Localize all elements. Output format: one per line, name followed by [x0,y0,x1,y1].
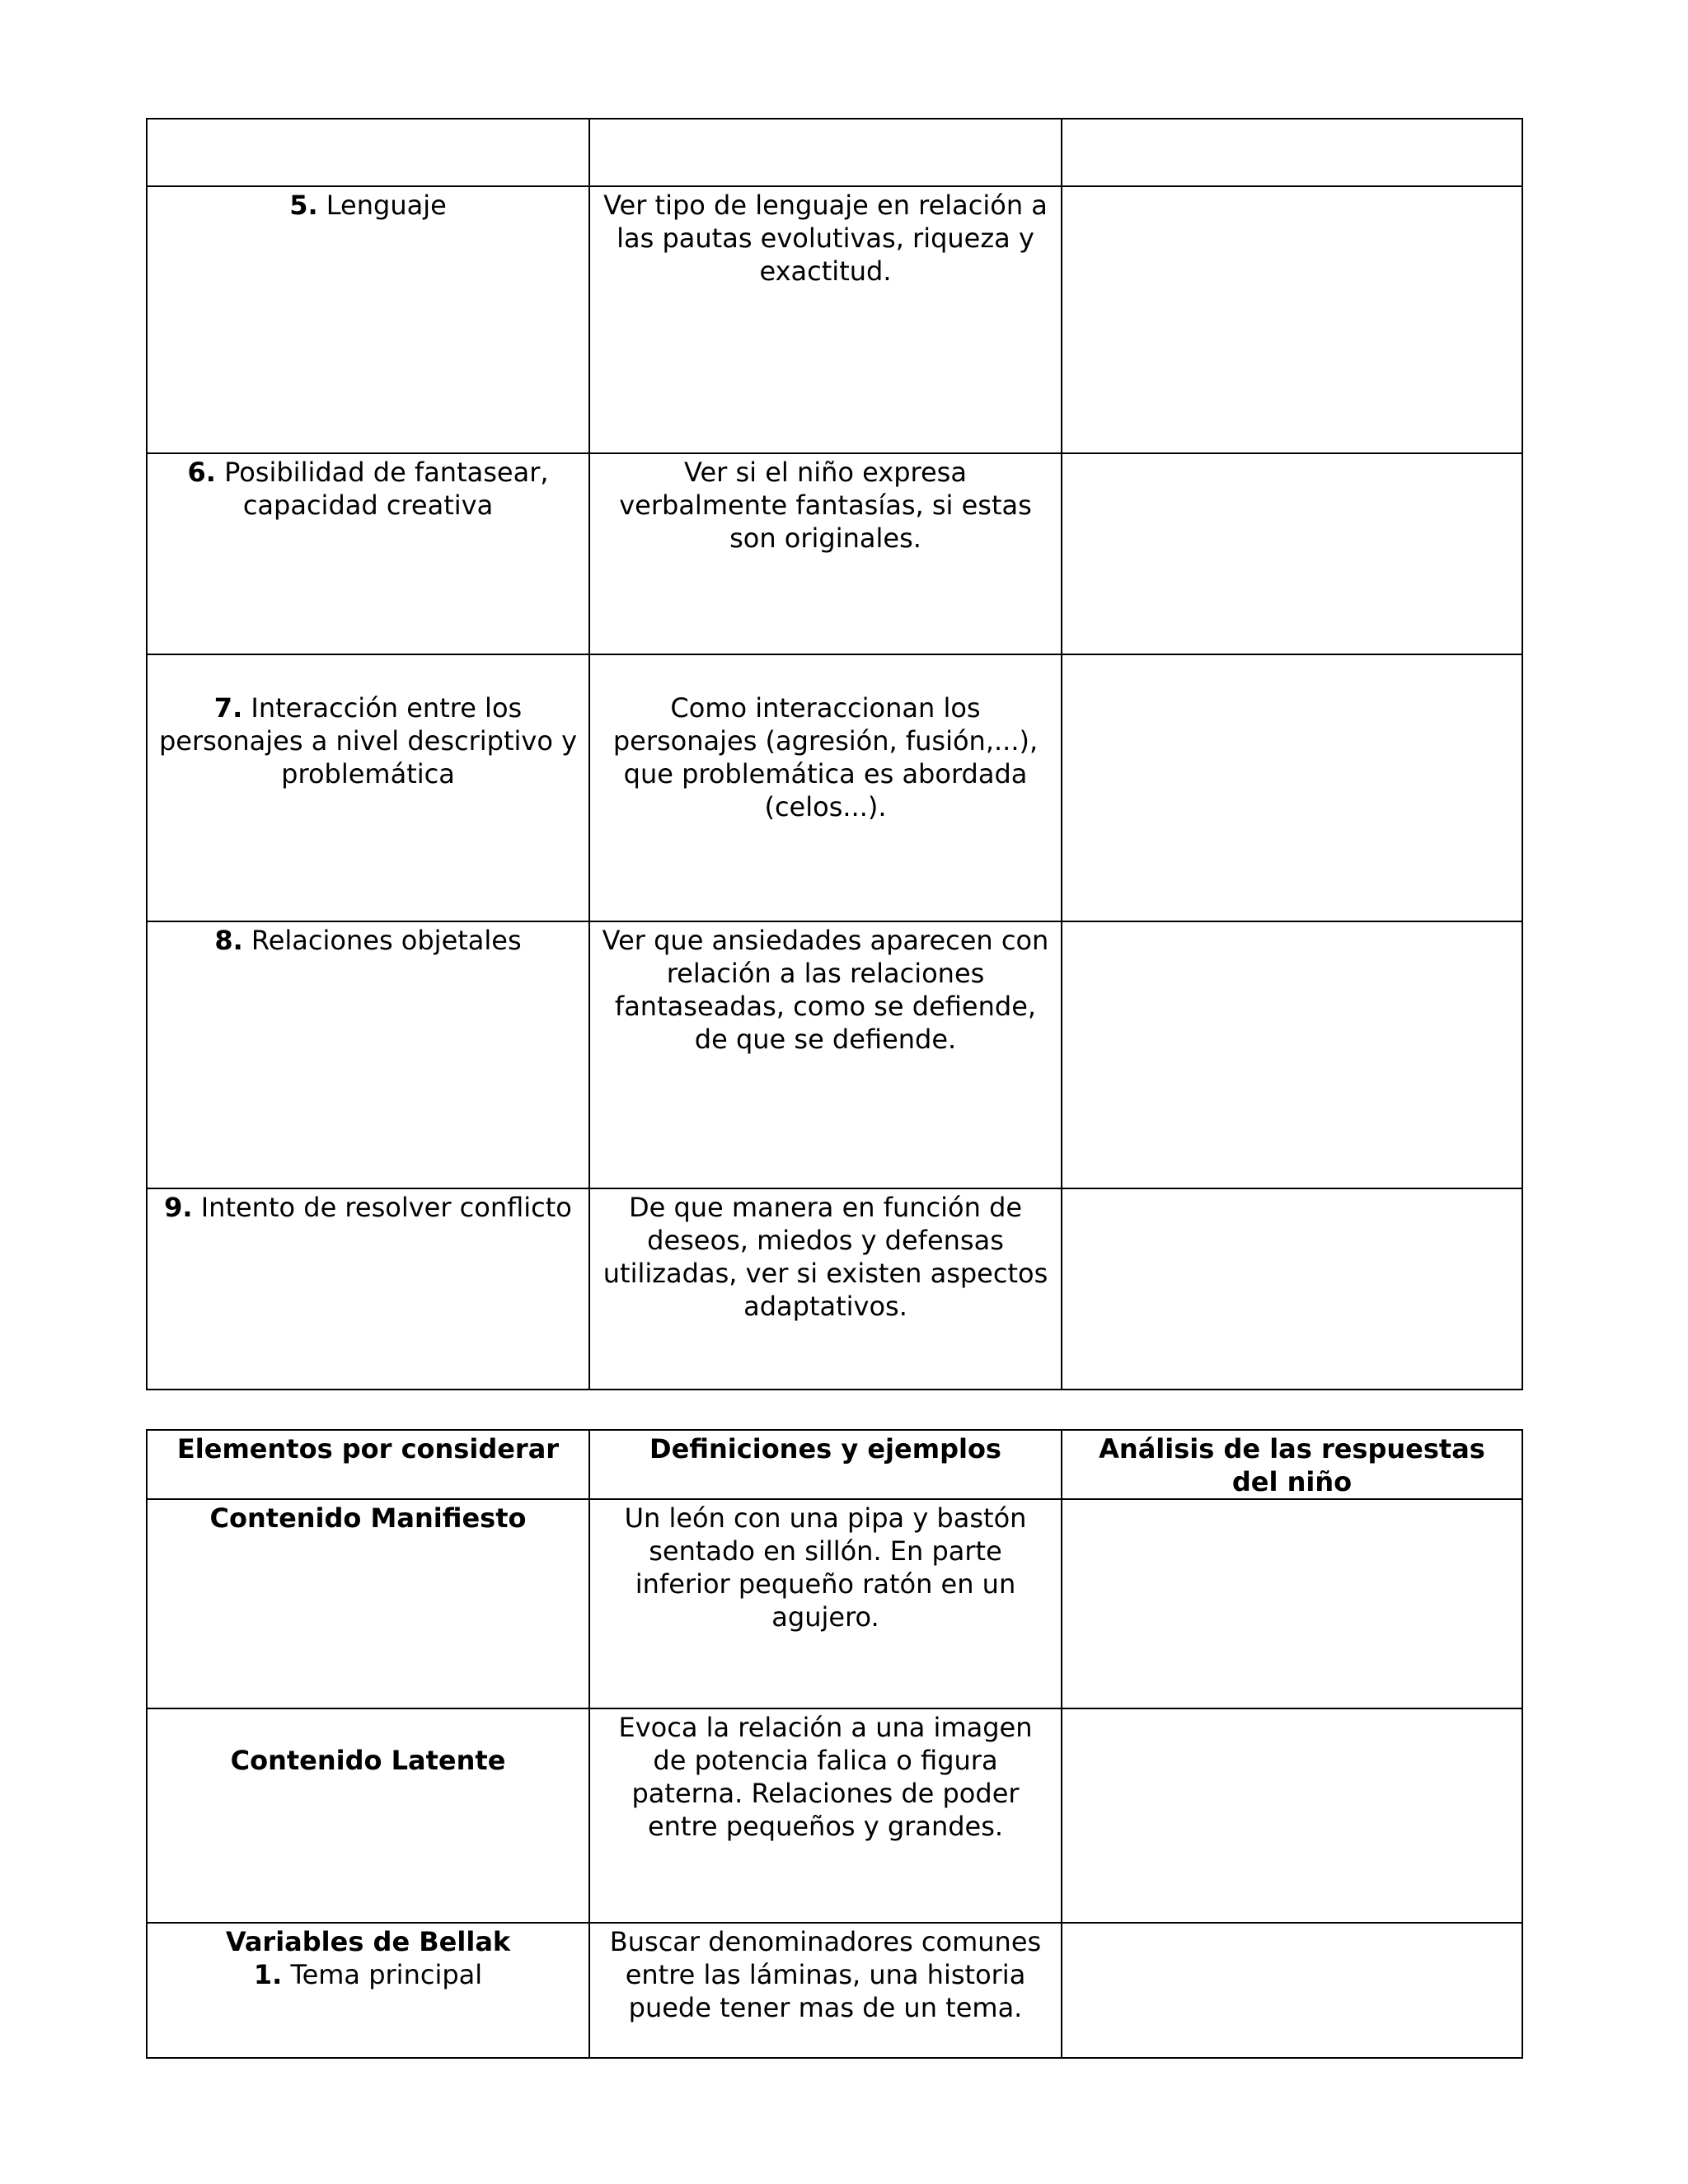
element-cell [147,1188,589,1390]
table-row-empty-header [147,119,1522,186]
table-row [147,1499,1522,1708]
table-row [147,186,1522,453]
table-row [147,921,1522,1188]
analysis-cell[interactable] [1062,1708,1522,1923]
table-cell [589,119,1062,186]
element-cell [147,1923,589,2058]
table-cell [1062,119,1522,186]
definition-cell: Evoca la relación a una imagen de potencia falica o figura paterna. Relaciones de poder entre pequeños y grandes. [589,1708,1062,1923]
analysis-cell[interactable] [1062,1499,1522,1708]
item-number: 9. [164,1192,193,1223]
element-cell [147,654,589,921]
item-label: Intento de resolver conflicto [200,1192,572,1223]
definition-cell: Un león con una pipa y bastón sentado en sillón. En parte inferior pequeño ratón en un agujero. [589,1499,1062,1708]
table-row [147,453,1522,654]
element-cell [147,453,589,654]
column-header-elements: Elementos por considerar [147,1430,589,1499]
item-number: 8. [214,925,243,956]
table-row [147,1188,1522,1390]
column-header-analysis: Análisis de las respuestas del niño [1062,1430,1522,1499]
element-cell [147,921,589,1188]
table-row [147,1923,1522,2058]
item-number: 7. [213,692,243,724]
item-number: 6. [187,457,216,488]
definition-cell: Ver si el niño expresa verbalmente fantasías, si estas son originales. [589,453,1062,654]
table-row [147,1708,1522,1923]
definition-cell: Ver tipo de lenguaje en relación a las pautas evolutivas, riqueza y exactitud. [589,186,1062,453]
analysis-cell[interactable] [1062,1923,1522,2058]
column-header-definitions: Definiciones y ejemplos [589,1430,1062,1499]
table-row [147,654,1522,921]
item-label: Interacción entre los personajes a nivel descriptivo y problemática [158,692,578,790]
analysis-cell[interactable] [1062,921,1522,1188]
definition-cell: Ver que ansiedades aparecen con relación a las relaciones fantaseadas, como se defiende, de que se defiende. [589,921,1062,1188]
table-header-row [147,1430,1522,1499]
element-cell: Contenido Manifiesto [147,1499,589,1708]
definition-cell: De que manera en función de deseos, miedos y defensas utilizadas, ver si existen aspectos adaptativos. [589,1188,1062,1390]
item-label: Lenguaje [326,190,447,221]
variables-heading: Variables de Bellak [225,1926,511,1957]
analysis-cell[interactable] [1062,654,1522,921]
element-cell [147,186,589,453]
sub-item [157,1958,579,1991]
item-number: 5. [289,190,318,221]
evaluation-table-continued [146,118,1523,1390]
analysis-cell[interactable] [1062,453,1522,654]
item-label: Posibilidad de fantasear, capacidad creativa [224,457,549,521]
definition-cell: Buscar denominadores comunes entre las láminas, una historia puede tener mas de un tema. [589,1923,1062,2058]
element-cell: Contenido Latente [147,1708,589,1923]
table-cell [147,119,589,186]
item-number: 1. [253,1959,283,1990]
card-analysis-table [146,1429,1523,2059]
analysis-cell[interactable] [1062,1188,1522,1390]
analysis-cell[interactable] [1062,186,1522,453]
item-label: Relaciones objetales [251,925,522,956]
definition-cell: Como interaccionan los personajes (agresión, fusión,...), que problemática es abordada (celos...). [589,654,1062,921]
item-label: Tema principal [290,1959,483,1990]
